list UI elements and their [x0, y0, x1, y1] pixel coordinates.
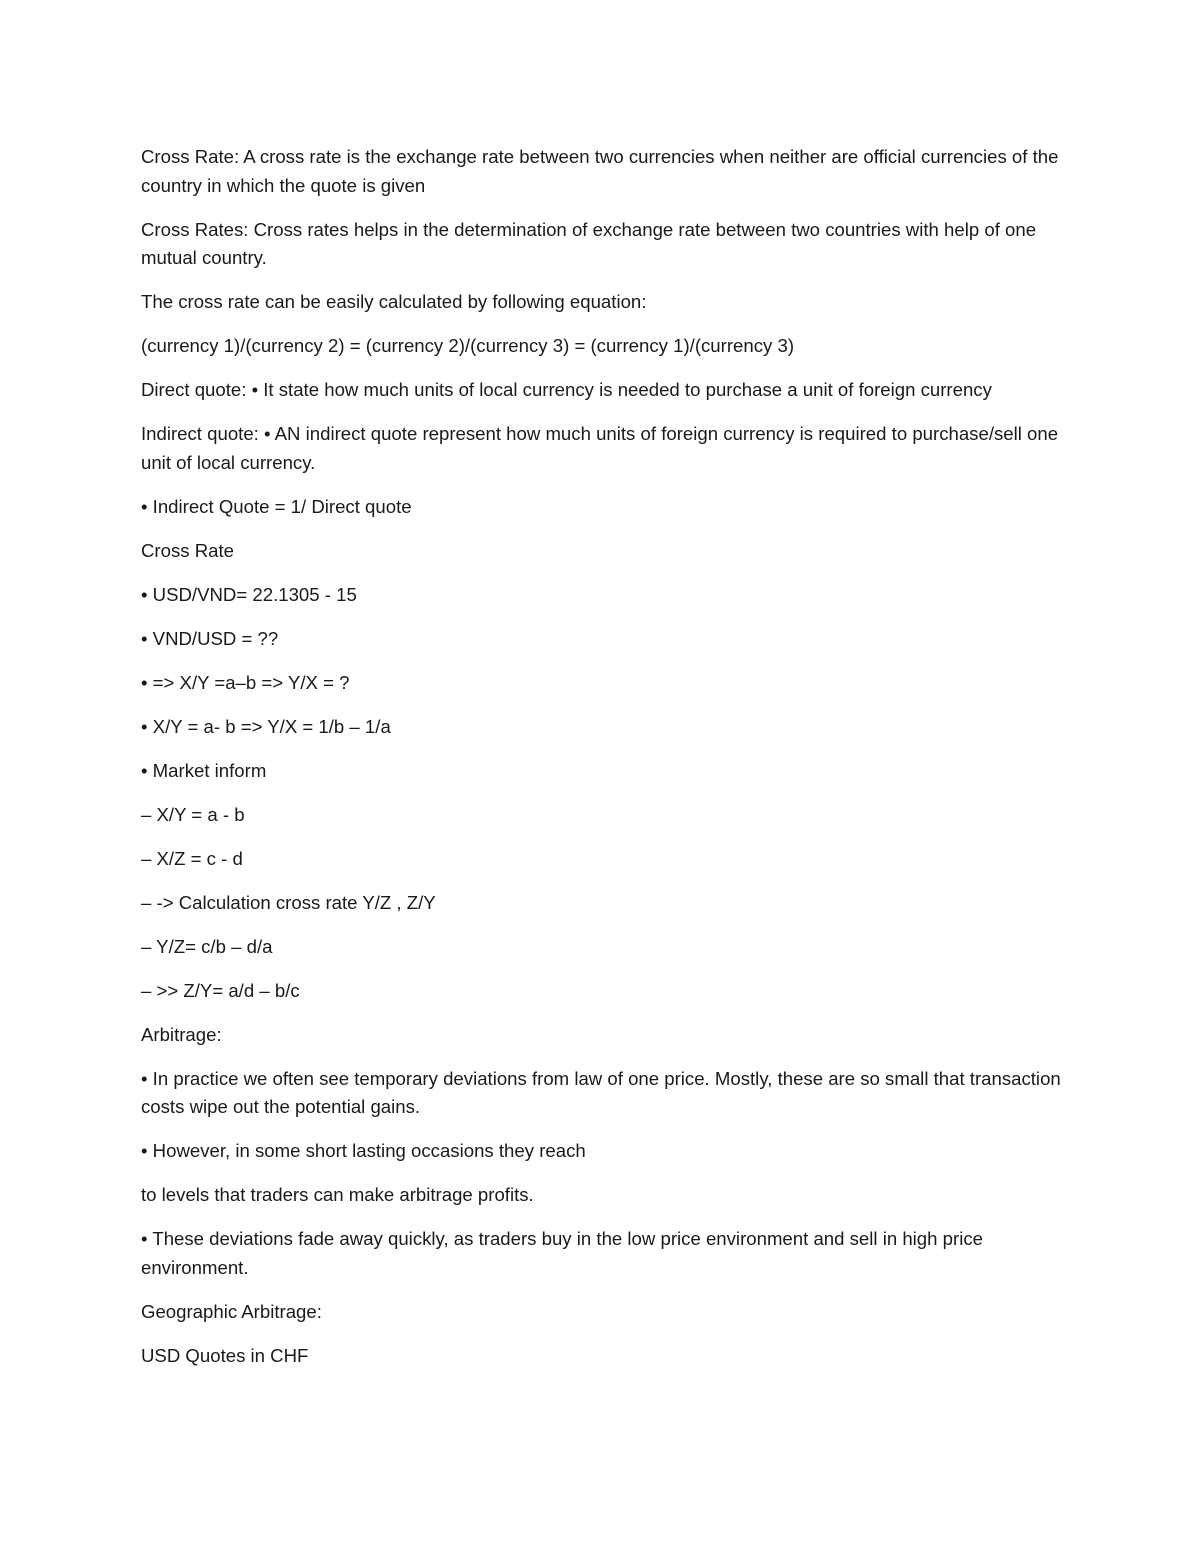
paragraph: • In practice we often see temporary deviations from law of one price. Mostly, these are so small that transaction costs wipe out the potential gains.	[141, 1067, 1061, 1117]
paragraph: – X/Y = a - b	[141, 803, 245, 825]
paragraph: – X/Z = c - d	[141, 847, 243, 869]
paragraph: • VND/USD = ??	[141, 627, 279, 649]
paragraph: Indirect quote: • AN indirect quote represent how much units of foreign currency is required to purchase/sell one unit of local currency.	[141, 423, 1059, 473]
document-body	[141, 143, 1061, 1386]
paragraph: Cross Rates: Cross rates helps in the determination of exchange rate between two countries with help of one mutual country.	[141, 218, 1037, 268]
paragraph: – >> Z/Y= a/d – b/c	[141, 979, 300, 1001]
paragraph: • X/Y = a- b => Y/X = 1/b – 1/a	[141, 715, 391, 737]
paragraph: – Y/Z= c/b – d/a	[141, 935, 273, 957]
paragraph: • These deviations fade away quickly, as traders buy in the low price environment and sell in high price environment.	[141, 1228, 983, 1278]
paragraph: • USD/VND= 22.1305 - 15	[141, 583, 357, 605]
paragraph: USD Quotes in CHF	[141, 1344, 309, 1366]
paragraph: • However, in some short lasting occasions they reach	[141, 1140, 586, 1161]
paragraph: (currency 1)/(currency 2) = (currency 2)/(currency 3) = (currency 1)/(currency 3)	[141, 335, 795, 356]
paragraph: Cross Rate	[141, 539, 234, 561]
paragraph: Geographic Arbitrage:	[141, 1300, 322, 1322]
paragraph: • Indirect Quote = 1/ Direct quote	[141, 495, 412, 517]
paragraph: to levels that traders can make arbitrage profits.	[141, 1184, 534, 1205]
paragraph: Direct quote: • It state how much units of local currency is needed to purchase a unit of foreign currency	[141, 379, 992, 400]
paragraph: Arbitrage:	[141, 1023, 222, 1045]
paragraph: • Market inform	[141, 759, 267, 781]
paragraph: The cross rate can be easily calculated by following equation:	[141, 291, 647, 312]
paragraph: Cross Rate: A cross rate is the exchange rate between two currencies when neither are official currencies of the country in which the quote is given	[141, 146, 1059, 196]
paragraph: – -> Calculation cross rate Y/Z , Z/Y	[141, 891, 436, 913]
paragraph: • => X/Y =a–b => Y/X = ?	[141, 671, 350, 693]
